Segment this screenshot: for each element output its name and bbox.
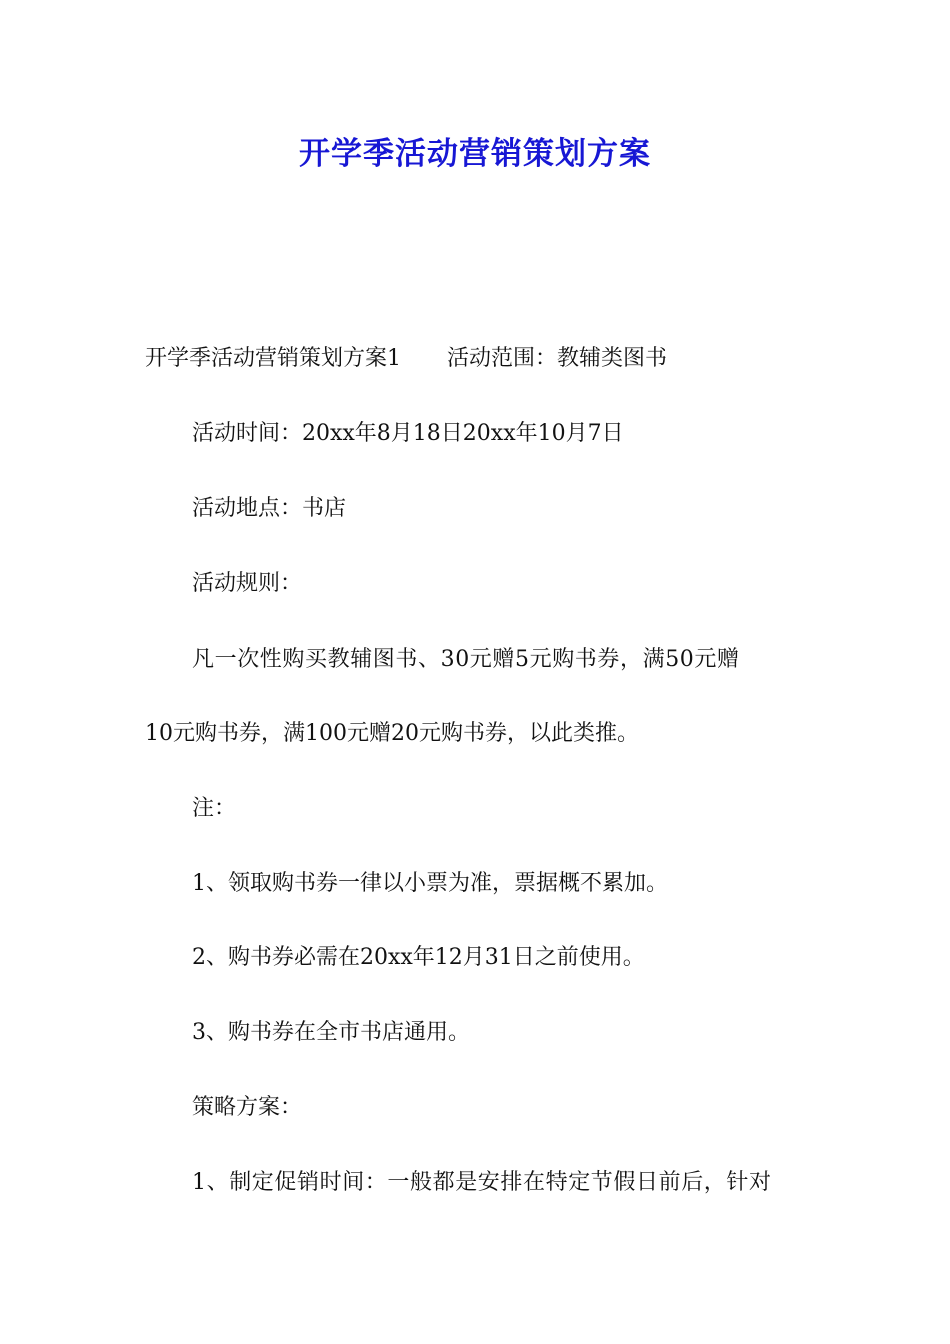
paragraph-activity-time: 活动时间：20xx年8月18日20xx年10月7日 xyxy=(192,421,624,446)
paragraph-strategy-1: 1、制定促销时间：一般都是安排在特定节假日前后，针对 xyxy=(192,1170,772,1195)
paragraph-note-2: 2、购书券必需在20xx年12月31日之前使用。 xyxy=(192,945,645,970)
activity-scope: 活动范围：教辅类图书 xyxy=(447,346,668,371)
heading-line xyxy=(145,344,667,374)
section-heading: 开学季活动营销策划方案1 xyxy=(145,346,401,371)
paragraph-activity-location: 活动地点：书店 xyxy=(192,496,347,521)
paragraph-rules-detail-line2: 10元购书券，满100元赠20元购书券，以此类推。 xyxy=(145,721,639,746)
paragraph-note-3: 3、购书券在全市书店通用。 xyxy=(192,1020,470,1045)
paragraph-note-1: 1、领取购书券一律以小票为准，票据概不累加。 xyxy=(192,871,668,896)
paragraph-activity-rules: 活动规则： xyxy=(192,571,303,596)
document-title: 开学季活动营销策划方案 xyxy=(299,136,651,172)
paragraph-note-heading: 注： xyxy=(192,796,237,821)
paragraph-strategy-heading: 策略方案： xyxy=(192,1095,303,1120)
paragraph-rules-detail-line1: 凡一次性购买教辅图书、30元赠5元购书券，满50元赠 xyxy=(192,647,740,672)
